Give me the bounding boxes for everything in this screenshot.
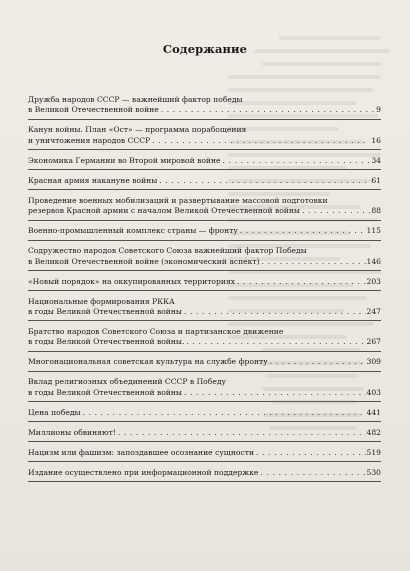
dot-leader [184,307,366,317]
toc-page-number: 403 [366,387,381,397]
toc-entry [28,226,381,240]
toc-entry-line [28,327,381,337]
toc-entry-title: Содружество народов Советского Союза важнейший фактор Победы [28,246,307,256]
toc-entry-line [28,337,381,347]
toc-entry-title: в годы Великой Отечественной войны [28,387,182,397]
toc-page-number: 203 [366,276,381,286]
toc-entry-title: Многонациональная советская культура на службе фронту [28,357,268,367]
toc-entry [28,196,381,221]
toc-entry-title: Военно-промышленный комплекс страны — фронту [28,226,238,236]
toc-page-number: 9 [376,105,381,115]
toc-entry [28,327,381,352]
dot-leader [262,257,366,267]
toc-entry-title: Дружба народов СССР — важнейший фактор победы [28,95,243,104]
toc-entry-title: Миллионы обвиняют! [28,427,116,437]
toc-page-number: 247 [366,307,381,317]
toc-entry-line [28,428,381,438]
toc-entry-line [28,357,381,367]
toc-page-number: 519 [366,447,381,457]
toc-entry-line [28,176,381,186]
toc-entry-title: в Великой Отечественной войне (экономический аспект) [28,256,260,266]
toc-entry [28,408,381,422]
toc-entry-title: Экономика Германии во Второй мировой войне [28,155,221,165]
dot-leader [118,428,366,438]
toc-page-number: 482 [366,427,381,437]
toc-entry-title: Братство народов Советского Союза и партизанское движение [28,327,284,337]
toc-entry [28,176,381,190]
toc-entry [28,156,381,170]
toc-entry-line [28,105,381,115]
toc-entry-line [28,95,381,105]
toc-entry [28,125,381,150]
toc-entry [28,377,381,402]
toc-entry-line [28,125,381,135]
toc-entry-line [28,448,381,458]
dot-leader [83,408,366,418]
toc-entry-title: резервов Красной армии с началом Великой Отечественной войны [28,206,300,216]
toc-entry-line [28,297,381,307]
dot-leader [161,105,375,115]
toc-page-number: 146 [366,256,381,266]
toc-entry [28,357,381,371]
toc-page-number: 34 [371,155,381,165]
toc-page-number: 441 [366,407,381,417]
dot-leader [240,226,366,236]
toc-entry [28,297,381,322]
toc-entry-line [28,246,381,256]
dot-leader [270,357,366,367]
toc-entry-line [28,226,381,236]
toc-entry-line [28,377,381,387]
toc-entry-title: и уничтожения народов СССР [28,135,151,145]
dot-leader [159,176,370,186]
toc-entry-title: Канун войны. План «Ост» — программа порабощения [28,125,247,135]
toc-entry [28,428,381,442]
table-of-contents [28,95,381,488]
toc-entry-line [28,156,381,166]
toc-entry-line [28,408,381,418]
toc-entry-line [28,277,381,287]
dot-leader [302,206,370,216]
dot-leader [186,337,365,347]
toc-entry-title: Проведение военных мобилизаций и развертывание массовой подготовки [28,195,328,205]
toc-entry-line [28,206,381,216]
toc-entry-title: Национальные формирования РККА [28,296,175,306]
dot-leader [152,136,370,146]
dot-leader [184,388,366,398]
toc-entry-title: в годы Великой Отечественной войны [28,307,182,317]
dot-leader [261,468,366,478]
toc-entry-title: Цена победы [28,407,81,417]
toc-page-number: 61 [371,175,381,185]
toc-page-number: 267 [366,337,381,347]
toc-entry [28,468,381,482]
toc-entry-title: Нацизм или фашизм: запоздавшее осознание сущности [28,447,254,457]
toc-page-number: 88 [371,206,381,216]
toc-entry-line [28,307,381,317]
toc-entry-title: Издание осуществлено при информационной поддержке [28,467,259,477]
toc-entry-title: «Новый порядок» на оккупированных территориях [28,276,235,286]
toc-page-number: 309 [366,357,381,367]
toc-entry [28,246,381,271]
toc-page-number: 530 [366,467,381,477]
toc-entry-line [28,257,381,267]
toc-entry [28,95,381,120]
dot-leader [223,156,371,166]
toc-entry-line [28,136,381,146]
toc-page-number: 115 [366,226,381,236]
toc-entry [28,277,381,291]
dot-leader [256,448,366,458]
toc-entry-title: в годы Великой Отечественной войны. [28,337,185,347]
toc-entry-line [28,388,381,398]
toc-entry [28,448,381,462]
toc-entry-title: в Великой Отечественной войне [28,105,159,115]
toc-entry-line [28,468,381,478]
toc-entry-title: Красная армия накануне войны [28,175,158,185]
page-title: Содержание [162,42,248,56]
toc-entry-line [28,196,381,206]
toc-entry-title: Вклад религиозных объединений СССР в Победу [28,377,226,387]
dot-leader [237,277,366,287]
toc-page-number: 16 [371,135,381,145]
